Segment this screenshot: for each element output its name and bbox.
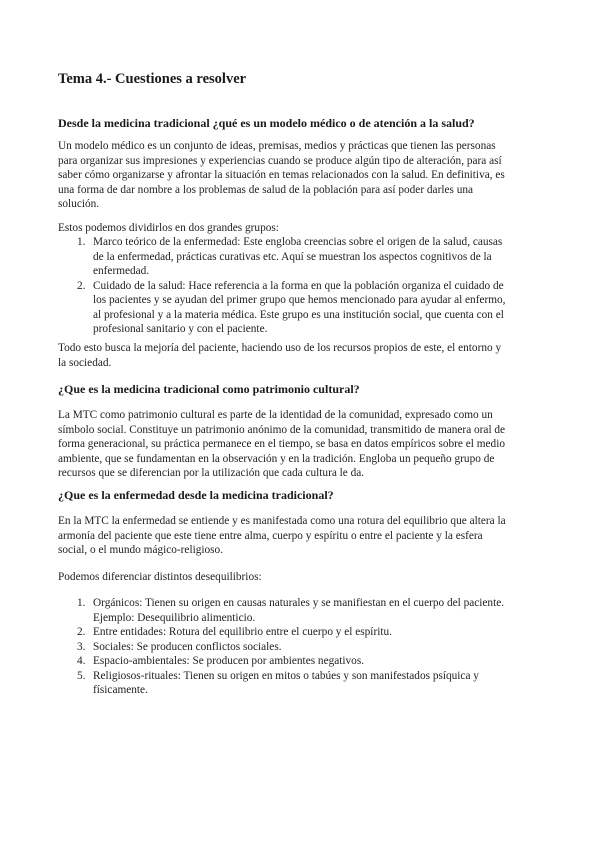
section-heading: ¿Que es la medicina tradicional como patrimonio cultural? xyxy=(58,382,360,396)
paragraph xyxy=(58,341,536,370)
text-line: para organizar sus impresiones y experiencias cuando se produce algún tipo de alteración, para así xyxy=(58,154,502,167)
text-line: forma generacional, su práctica permanece en el tiempo, se basa en datos empíricos sobre el medio xyxy=(58,438,505,450)
list-item xyxy=(58,625,536,640)
section-heading: Desde la medicina tradicional ¿qué es un modelo médico o de atención a la salud? xyxy=(58,116,475,130)
text-line: Todo esto busca la mejoría del paciente, haciendo uso de los recursos propios de este, el entorno y xyxy=(58,342,502,354)
page-title: Tema 4.- Cuestiones a resolver xyxy=(58,71,247,87)
list-item xyxy=(58,669,536,698)
list-item xyxy=(58,279,536,337)
list-number: 2. xyxy=(77,279,86,292)
text-line: saber cómo organizarse y afrontar la situación en temas relacionados con la salud. En definitiva, es xyxy=(58,169,505,181)
paragraph xyxy=(58,408,536,481)
paragraph xyxy=(58,514,536,558)
text-line: Un modelo médico es un conjunto de ideas, premisas, medios y prácticas que tienen las personas xyxy=(58,140,496,152)
list-number: 1. xyxy=(77,597,86,609)
section-heading: ¿Que es la enfermedad desde la medicina tradicional? xyxy=(58,488,334,502)
text-line: La MTC como patrimonio cultural es parte de la identidad de la comunidad, expresado como un xyxy=(58,409,493,421)
list-item xyxy=(58,654,536,669)
text-line: social, o el mundo mágico-religioso. xyxy=(58,544,224,556)
text-line: Orgánicos: Tienen su origen en causas naturales y se manifiestan en el cuerpo del paciente. xyxy=(93,597,505,609)
text-line: de la enfermedad, prácticas curativas etc. Aquí se muestran los aspectos cognitivos de la xyxy=(93,250,492,263)
text-line: Sociales: Se producen conflictos sociales. xyxy=(93,640,282,653)
text-line: profesional sanitario y con el paciente. xyxy=(93,323,268,335)
list-number: 5. xyxy=(77,669,86,682)
text-line: ambiente, que se fundamentan en la observación y en la tradición. Engloba un pequeño grupo de xyxy=(58,452,495,465)
list-number: 1. xyxy=(77,236,86,248)
numbered-list xyxy=(58,596,536,698)
text-line: armonía del paciente que este tiene entre alma, cuerpo y espíritu o entre el paciente y la esfera xyxy=(58,529,483,542)
text-line: recursos que se diferencian por la utilización que cada cultura le da. xyxy=(58,467,365,479)
text-line: Religiosos-rituales: Tienen su origen en mitos o tabúes y son manifestados psíquica y xyxy=(93,669,479,682)
text-line: Espacio-ambientales: Se producen por ambientes negativos. xyxy=(93,655,365,667)
text-line: símbolo social. Constituye un patrimonio anónimo de la comunidad, transmitido de manera oral de xyxy=(58,423,506,436)
paragraph xyxy=(58,139,536,212)
list-number: 2. xyxy=(77,626,86,638)
numbered-list xyxy=(58,235,536,337)
text-line: físicamente. xyxy=(93,684,148,696)
text-line: Ejemplo: Desequilibrio alimenticio. xyxy=(93,611,256,624)
text-line: al profesional y a la materia médica. Este grupo es una institución social, que cuenta con el xyxy=(93,308,504,321)
text-line: Marco teórico de la enfermedad: Este engloba creencias sobre el origen de la salud, causas xyxy=(93,236,503,248)
text-line: Entre entidades: Rotura del equilibrio entre el cuerpo y el espíritu. xyxy=(93,626,392,638)
paragraph: Estos podemos dividirlos en dos grandes grupos: xyxy=(58,222,279,234)
list-item xyxy=(58,596,536,625)
text-line: En la MTC la enfermedad se entiende y es manifestada como una rotura del equilibrio que altera la xyxy=(58,515,506,527)
text-line: enfermedad. xyxy=(93,265,150,277)
paragraph: Podemos diferenciar distintos desequilibrios: xyxy=(58,571,262,583)
text-line: una forma de dar nombre a los problemas de salud de la población para así poder darles una xyxy=(58,183,474,196)
list-number: 4. xyxy=(77,655,86,667)
list-number: 3. xyxy=(77,640,86,653)
list-item xyxy=(58,235,536,279)
text-line: solución. xyxy=(58,198,100,210)
text-line: la sociedad. xyxy=(58,356,112,369)
text-line: Cuidado de la salud: Hace referencia a la forma en que la población organiza el cuidado de xyxy=(93,279,504,292)
text-line: los pacientes y se ayudan del primer grupo que hemos mencionado para ayudar al enfermo, xyxy=(93,294,506,306)
list-item xyxy=(58,640,536,655)
